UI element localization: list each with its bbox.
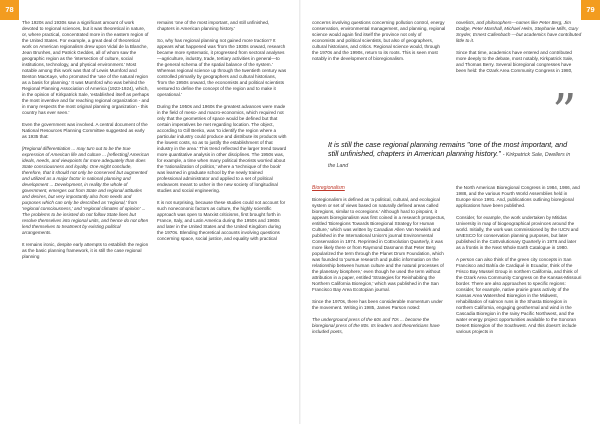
quote-mark-icon: ” [552,84,577,140]
paragraph: A person can also think of the green city concepts in San Francisco and Bahía de Cardiqué in Ecuador, think of the Frisco Bay Mussel Group in northern California, and think of the Ozark Area Community Congress on the Kansas-Missouri border. There are also approaches to specific regions: consider, for example, native prairie grass activity of the Kansas Area Watershed Bioregion in the Midwest, rehabilitation of salmon runs in the Shasta Bioregion in northern California, engaging geothermal and wind in the Cascadia Bioregion in the rainy Pacific Northwest, and the water energy project opportunities available to the Sonoran Desert Bioregion of the Southwest. And this doesn't include various projects in [456,257,582,334]
paragraph: The 1920s and 1930s saw a significant amount of work devoted to regional sciences, but it was theoretical in nature, or, where practical, concentrated more in the eastern region of the United States. For example, a great deal of theoretical work on American regionalism drew upon Vidal de la Blanche, Jean Brunhes, and Patrick Geddes, all of whom saw the geographic region as the 'intersection of culture, social institutions, technology, and physical environment.' Most notable among this work was that of Lewis Mumford and Benton MacKaye, who promoted the 'use of the natural region as a basis for planning.' It was Mumford who was behind the Regional Planning Association of America (1923-1924), which, in the opinion of Kirkpatrick Sale, 'established itself as perhaps the most inventive and far reaching regional organization - and in many respects the most original planning organization - this country has ever seen.' [22,20,150,115]
pull-quote-text: It is still the case regional planning remains "one of the most important, and still unfinished, chapters in American planning history." - Kirkpatrick Sale, Dwellers in the Land [328,140,571,169]
paragraph: It remains ironic, despite early attempts to establish the region as the basic planning framework, it is still the case regional planning [22,242,149,259]
paragraph: Since the 1970s, there has been considerable momentum under the movement. Writing in 1985, James Parson noted: [312,299,443,310]
column-3-bottom [312,185,446,341]
paragraph: concerns involving questions concerning pollution control, energy conservation, environmental management, and planning, regional science would again find itself the province not only of economists and political scientists, but also of geographers, cultural historians, and critics. Regional science would, through the 1970s and the 1990s, return to its roots. This is seen most notably in the development of bioregionalism. [312,20,446,61]
section-heading: Bioregionalism [312,185,345,191]
page-gutter [299,0,301,424]
paragraph: Consider, for example, the work undertaken by Mitidas University in map of biogeographical provinces around the world. Initially, the work was commissioned by the IUCN and UNESCO for conservation planning purposes, but later published in the CoEvolutionary Quarterly in 1978 and later as a frontis in the Next Whole Earth Catalogue in 1980. [456,215,579,250]
column-4-top [456,20,582,80]
column-4-bottom [456,185,582,341]
pull-quote [328,140,578,171]
paragraph: During the 1950s and 1960s the greatest advances were made in the field of meso- and macro-economics, which required not only that the geometries of space would be defined but that certain imperatives be met regarding location. The object, according to Gill Benko, was 'to identify the region where a particular industry could produce and distribute its products with the lowest costs, so as to justify the establishment of that industry in the area.' This trend reflected the larger trend toward more quantitative analysis in other disciplines. The 1950s was, for example, a time when many political theorists worried about the 'rationalization of politics,' where a 'technique of the book' was learned in graduate school by the newly trained professional administrator and applied to a set of political endeavors meant to usher in the new society of longitudinal studies and social engineering. [157,104,287,193]
paragraph: Even the government was involved. A central document of the National Resources Planning Committee suggested as early as 1935 that: [22,122,148,139]
paragraph: the North American Bioregional Congress in 1984, 1986, and 1988, and the various Fourth World Assemblies held in Europe since 1991. And, publications outlining bioregional applications have been published. [456,185,580,208]
paragraph: Since that time, academics have entered and contributed more deeply to the debate, most notably, Kirkpatrick Sale, and Thomas Berry. Several bioregional congresses have been held: the Ozark Area Community Congress in 1980, [456,50,574,73]
page-number-left: 78 [0,0,19,20]
block-quote: The underground press of the 60s and 70s ... become the bioregional press of the 80s. Its leaders and theoreticians have included poets, [312,317,440,334]
page-number-right: 79 [581,0,600,20]
paragraph: It is not surprising, because these studies could not account for such nonecononic factors as culture, the highly scientific approach was open to Marxist criticisms, first brought forth in France, Italy, and Latin America during the 1950s and 1960s and later in the United States and the United Kingdom during the 1970s. Blending theoretical accounts involving questions concerning space, social justice, and equality with practical [157,200,286,241]
paragraph: novelists, and philosophers—names like Peter Berg, Jim Dodge, Peter Marshall, Michael Helm, Stephanie Mills, Gary Snyder, Ernest Callenbach —but academics have contributed little to it. [456,20,582,43]
pull-quote-source: - Kirkpatrick Sale, Dwellers in the Land [328,152,571,169]
block-quote: [Regional differentiation ... may turn out to be the true expression of American life and culture ... [reflecting] American ideals, needs, and viewpoints far more adequately than does State consciousness and loyalty. One might conclude, therefore, that it should not only be conserved but augmented and utilized as a major factor in national planning and development ... Development, in reality the whole of government, emerges out from State and regional attitudes and desires, but very importantly also from needs and purposes which can only be described as 'regional,' from 'regional consciousness,' and 'regional climates of opinion' ... The problems to be insisted do not follow State lines but resolve themselves into regional units, and hence do not often lend themselves to treatment by existing political arrangements. [22,146,150,235]
column-3-top [312,20,446,68]
paragraph: So, why has regional planning not gained more traction? It appears what happened was 'from the 1930s onward, research became more systematic, it progressed from sectoral analyses—agriculture, industry, trade, tertiary activities in general—to the general schema of the spatial balance of the system.' Whereas regional science up through the twentieth century was controlled primarily by geographers and cultural historians, 'from the 1950s onward, the economists and political scientists ventured to define the concept of the region and to make it operational.' [157,38,287,97]
paragraph: Bioregionalism is defined as 'a political, cultural, and ecological system or set of views based on naturally defined areas called bioregions, similar to ecoregions.' Although hard to pinpoint, it appears bioregionalism was first coined in a research prospectus, entitled 'Bioregions Towards Bioregional Strategy for Human Culture,' which was written by Canadian Allen Van Newkirk and published in the International Union's journal Environmental Conservation in 1974. Reprinted in CoEvolution Quarterly, it was more likely there or from Raymond Dasmann that Peter Berg popularized the term through the Planet Drum Foundation, which was founded to 'pursue research and public information on the relationship between human culture and the natural processes of the planetary biosphere,' even though he used the term without attribution in a paper, entitled 'Strategies for Reinhabiting the Northern California Bioregion,' which was published in the San Francisco Bay Area Ecotopian journal. [312,197,446,292]
column-1 [22,20,150,266]
paragraph: remains 'one of the most important, and still unfinished, chapters in American planning history.' [157,20,270,31]
column-2 [157,20,287,248]
